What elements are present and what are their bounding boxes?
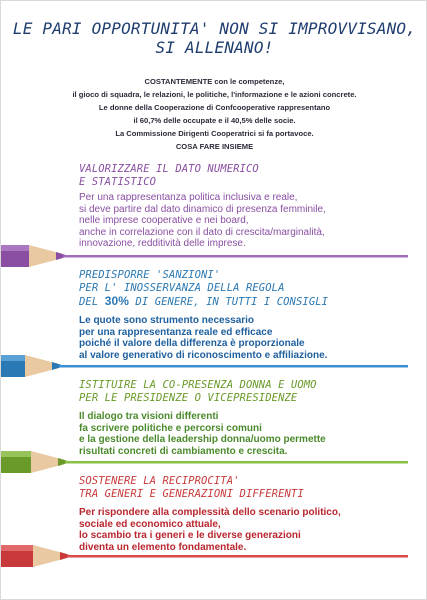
section-copresenza [79,379,409,457]
section-body-line: per una rappresentanza reale ed efficace [79,326,273,338]
section-title-line: PREDISPORRE 'SANZIONI' [79,269,221,281]
title-line-2: SI ALLENANO! [155,38,274,57]
intro-line: il 60,7% delle occupate e il 40,5% delle socie. [133,116,296,125]
section-body-line: al valore generativo di riconoscimento e affiliazione. [79,349,328,361]
section-body-line: Per rispondere alla complessità dello scenario politico, [79,507,341,518]
intro-line: il gioco di squadra, le relazioni, le politiche, l'informazione e le azioni concrete. [72,90,357,99]
title-line-1: LE PARI OPPORTUNITA' NON SI IMPROVVISANO, [12,19,417,38]
intro-line: La Commissione Dirigenti Cooperatrici si fa portavoce. [115,129,314,138]
section-body-line: Il dialogo tra visioni differenti [79,411,219,422]
section-body-line: si deve partire dal dato dinamico di presenza femminile, [79,203,326,215]
section-title-line: E STATISTICO [79,176,157,188]
section-valorizzare [79,163,409,250]
intro-line: COSTANTEMENTE con le competenze, [144,77,285,86]
section-sanzioni [79,269,409,361]
section-body-line: e la gestione della leadership donna/uomo permette [79,434,326,446]
section-body-line: diventa un elemento fondamentale. [79,541,247,553]
section-title-line: PER LE PRESIDENZE O VICEPRESIDENZE [79,392,298,404]
section-body-line: Le quote sono strumento necessario [79,315,255,326]
section-title-line: PER L' INOSSERVANZA DELLA REGOLA [79,282,285,294]
intro-line: COSA FARE INSIEME [175,142,254,151]
section-title-line: VALORIZZARE IL DATO NUMERICO [79,163,259,175]
section-body-line: Per una rappresentanza politica inclusiva e reale, [79,192,298,203]
section-body-line: poiché il valore della differenza è proporzionale [79,338,305,350]
section-body-line: anche in correlazione con il dato di crescita/marginalità, [79,226,325,238]
section-title-line: TRA GENERI E GENERAZIONI DIFFERENTI [79,488,304,500]
section-title-line: SOSTENERE LA RECIPROCITA' [79,475,240,487]
section-title-line: ISTITUIRE LA CO-PRESENZA DONNA E UOMO [79,379,317,391]
section-title [79,163,409,189]
section-body-line: innovazione, redditività delle imprese. [79,238,246,250]
section-body-line: nelle imprese cooperative e nei board, [79,215,249,227]
section-title [79,269,409,309]
page-title [7,19,422,57]
percentage-value: 30% [104,294,130,308]
blue-pencil-icon [1,351,427,381]
section-title-line [79,295,409,309]
section-title [79,475,409,501]
section-body-line: risultati concreti di cambiamento e crescita. [79,445,288,457]
intro-text [21,75,408,153]
green-pencil-icon [1,447,427,477]
section-body-line: sociale ed economico attuale, [79,518,221,530]
section-body-line: fa scrivere politiche e percorsi comuni [79,422,262,434]
title-text: DI GENERE, IN TUTTI I CONSIGLI [129,296,329,308]
intro-line: Le donne della Cooperazione di Confcooperative rappresentano [98,103,331,112]
section-body-line: lo scambio tra i generi e le diverse generazioni [79,530,301,542]
title-text: DEL [79,296,105,308]
red-pencil-icon [1,541,427,571]
section-title [79,379,409,405]
purple-pencil-icon [1,241,427,271]
